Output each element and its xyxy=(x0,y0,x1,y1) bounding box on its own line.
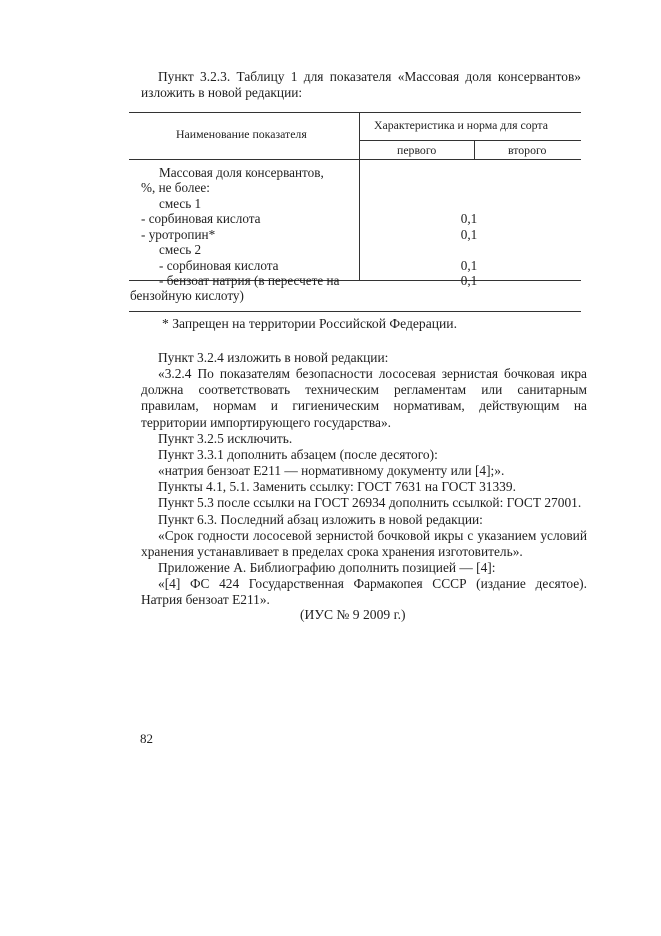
table-bottom-border xyxy=(129,311,581,312)
header-characteristic: Характеристика и норма для сорта xyxy=(374,118,548,132)
row-text: Массовая доля консервантов, xyxy=(159,165,324,180)
paragraph: Пункт 6.3. Последний абзац изложить в новой редакции: xyxy=(158,511,483,527)
header-indicator-name: Наименование показателя xyxy=(176,127,307,141)
table-col-divider xyxy=(359,112,360,159)
paragraph: «3.2.4 По показателям безопасности лососевая зернистая бочковая икра должна соответствовать техническим регламентам или санитарным правилам, нормам и гигиеническим нормативам, действующим на территории импортирующего государства». xyxy=(141,366,587,430)
consumer-table xyxy=(129,112,581,311)
page-number: 82 xyxy=(140,731,153,746)
amendments-block xyxy=(141,350,587,609)
intro-paragraph: Пункт 3.2.3. Таблицу 1 для показателя «Массовая доля консервантов» изложить в новой редакции: xyxy=(141,69,581,100)
row-text: смесь 2 xyxy=(159,242,202,257)
table-body-divider xyxy=(359,159,360,280)
value-cell: 0,1 xyxy=(460,273,478,288)
paragraph: Приложение А. Библиографию дополнить позицией — [4]: xyxy=(158,560,496,576)
paragraph: Пункт 3.2.5 исключить. xyxy=(158,430,293,446)
row-text: - уротропин* xyxy=(141,227,216,242)
value-cell: 0,1 xyxy=(460,258,478,273)
row-text: бензойную кислоту) xyxy=(130,288,244,303)
row-text: - сорбиновая кислота xyxy=(159,258,279,273)
paragraph: «натрия бензоат Е211 — нормативному документу или [4];». xyxy=(158,463,505,479)
paragraph: Пункт 3.2.4 изложить в новой редакции: xyxy=(158,350,389,365)
row-text: смесь 1 xyxy=(159,196,202,211)
table-top-border xyxy=(129,112,581,113)
paragraph: Пункты 4.1, 5.1. Заменить ссылку: ГОСТ 7631 на ГОСТ 31339. xyxy=(158,479,516,495)
header-grade-first: первого xyxy=(397,143,437,157)
table-subheader-border xyxy=(359,140,581,141)
row-text: - бензоат натрия (в пересчете на xyxy=(159,273,340,288)
paragraph: Пункт 3.3.1 дополнить абзацем (после десятого): xyxy=(158,446,438,462)
source-reference: (ИУС № 9 2009 г.) xyxy=(300,607,406,622)
paragraph: «[4] ФС 424 Государственная Фармакопея СССР (издание десятое). Натрия бензоат Е211». xyxy=(141,576,587,608)
table-header-border xyxy=(129,159,581,160)
value-cell: 0,1 xyxy=(460,227,478,242)
table-subcol-divider xyxy=(474,140,475,159)
header-grade-second: второго xyxy=(508,143,547,157)
paragraph: «Срок годности лососевой зернистой бочковой икры с указанием условий хранения устанавливает в пределах срока хранения изготовитель». xyxy=(141,527,587,559)
table-footnote: * Запрещен на территории Российской Федерации. xyxy=(162,316,457,331)
row-text: %, не более: xyxy=(141,180,210,195)
value-cell: 0,1 xyxy=(460,211,478,226)
row-text: - сорбиновая кислота xyxy=(141,211,261,226)
paragraph: Пункт 5.3 после ссылки на ГОСТ 26934 дополнить ссылкой: ГОСТ 27001. xyxy=(158,495,582,511)
